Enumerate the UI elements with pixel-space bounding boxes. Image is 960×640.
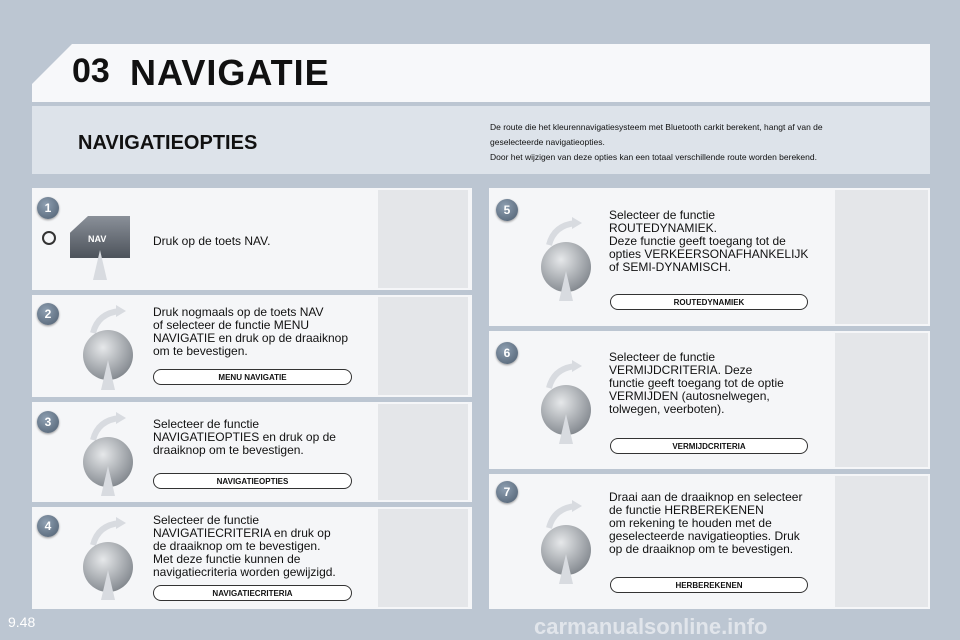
press-arrow-icon <box>559 271 573 301</box>
intro-line: geselecteerde navigatieopties. <box>490 137 605 147</box>
step-7-pill: HERBEREKENEN <box>610 577 808 593</box>
step-4-screen-thumb <box>378 509 468 607</box>
step-5-text: Selecteer de functie ROUTEDYNAMIEK. Deze functie geeft toegang tot de opties VERKEERSONAFHANKELIJK of SEMI-DYNAMISCH. <box>609 208 809 274</box>
step-6-badge: 6 <box>496 342 518 364</box>
step-2-pill: MENU NAVIGATIE <box>153 369 352 385</box>
step-7-badge: 7 <box>496 481 518 503</box>
step-1-text: Druk op de toets NAV. <box>153 234 271 248</box>
press-arrow-icon <box>559 414 573 444</box>
step-5-screen-thumb <box>835 190 928 324</box>
step-2-text: Druk nogmaals op de toets NAV of selecteer de functie MENU NAVIGATIE en druk op de draaiknop om te bevestigen. <box>153 305 348 358</box>
step-1-screen-thumb <box>378 190 468 288</box>
step-3-pill: NAVIGATIEOPTIES <box>153 473 352 489</box>
intro-line: De route die het kleurennavigatiesysteem met Bluetooth carkit berekent, hangt af van de <box>490 122 823 132</box>
lightbulb-icon <box>42 231 56 245</box>
step-6-screen-thumb <box>835 333 928 467</box>
watermark: carmanualsonline.info <box>534 614 768 639</box>
step-2-screen-thumb <box>378 297 468 395</box>
step-5-badge: 5 <box>496 199 518 221</box>
step-2-badge: 2 <box>37 303 59 325</box>
step-6-pill: VERMIJDCRITERIA <box>610 438 808 454</box>
chapter-title: NAVIGATIE <box>130 52 330 93</box>
press-arrow-icon <box>101 466 115 496</box>
step-7-screen-thumb <box>835 476 928 607</box>
step-3-badge: 3 <box>37 411 59 433</box>
nav-button-label: NAV <box>88 234 107 244</box>
step-4-badge: 4 <box>37 515 59 537</box>
step-3-screen-thumb <box>378 404 468 500</box>
press-arrow-icon <box>101 360 115 390</box>
step-3-text: Selecteer de functie NAVIGATIEOPTIES en druk op de draaiknop om te bevestigen. <box>153 417 336 457</box>
step-4-text: Selecteer de functie NAVIGATIECRITERIA en druk op de draaiknop om te bevestigen. Met deze functie kunnen de navigatiecriteria worden gewijzigd. <box>153 513 336 579</box>
step-6-text: Selecteer de functie VERMIJDCRITERIA. Deze functie geeft toegang tot de optie VERMIJDEN (autosnelwegen, tolwegen, veerboten). <box>609 350 784 416</box>
step-5-pill: ROUTEDYNAMIEK <box>610 294 808 310</box>
press-arrow-icon <box>101 570 115 600</box>
step-4-pill: NAVIGATIECRITERIA <box>153 585 352 601</box>
press-arrow-icon <box>559 554 573 584</box>
intro-line: Door het wijzigen van deze opties kan een totaal verschillende route worden berekend. <box>490 152 817 162</box>
step-7-text: Draai aan de draaiknop en selecteer de functie HERBEREKENEN om rekening te houden met de geselecteerde navigatieopties. Druk op de draaiknop om te bevestigen. <box>609 490 803 556</box>
step-1-badge: 1 <box>37 197 59 219</box>
page-number: 9.48 <box>8 614 36 630</box>
intro-text <box>490 120 910 165</box>
press-arrow-icon <box>93 250 107 280</box>
section-title: NAVIGATIEOPTIES <box>78 132 258 154</box>
chapter-number: 03 <box>72 52 110 90</box>
